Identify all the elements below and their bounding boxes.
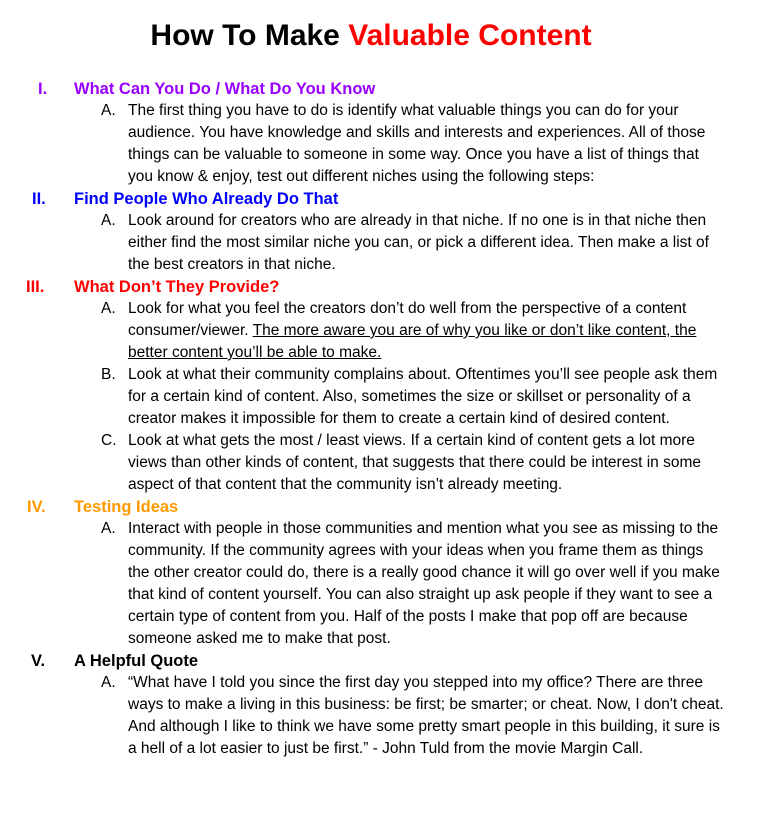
item-underlined-text: The more aware you are of why you like or don’t like content, the better content you’ll be able to make. [128,322,697,361]
item-text [128,430,728,496]
list-item [0,298,768,364]
section-title: Testing Ideas [74,498,179,516]
list-item [0,210,768,276]
section-title: What Don’t They Provide? [74,278,280,296]
item-body: Look for what you feel the creators don’t do well from the perspective of a content consumer/viewer. [128,300,687,339]
section-heading [0,188,768,210]
title-accent: Valuable Content [348,19,592,52]
page-title [0,16,742,56]
section-heading [0,276,768,298]
list-item [0,430,768,496]
item-body: “What have I told you since the first day you stepped into my office? There are three ways to make a living in this business: be first; be smarter; or cheat. Now, I don't cheat. And although I like to think we have some pretty smart people in this building, it sure is a hell of a lot easier to just be first.” - John Tuld from the movie Margin Call. [128,674,724,757]
item-letter: C. [101,432,117,449]
item-letter: A. [101,212,116,229]
section-title: A Helpful Quote [74,652,199,670]
item-letter: A. [101,520,116,537]
item-text [128,518,728,650]
section-number: III. [26,278,45,296]
item-letter: B. [101,366,116,383]
section-title: Find People Who Already Do That [74,190,339,208]
section-number: II. [32,190,46,208]
outline-section [0,188,768,276]
item-body: Look at what gets the most / least views. If a certain kind of content gets a lot more views than other kinds of content, that suggests that there could be interest in some aspect of that content that the community isn’t already meeting. [128,432,701,493]
item-text [128,100,728,188]
item-text [128,298,728,364]
list-item [0,364,768,430]
outline-section [0,650,768,760]
outline-section [0,78,768,188]
list-item [0,518,768,650]
item-letter: A. [101,300,116,317]
item-body: The first thing you have to do is identify what valuable things you can do for your audience. You have knowledge and skills and interests and experiences. All of those things can be valuable to someone in some way. Once you have a list of things that you know & enjoy, test out different niches using the following steps: [128,102,706,185]
section-heading [0,496,768,518]
section-heading [0,650,768,672]
item-letter: A. [101,102,116,119]
title-prefix: How To Make [150,19,349,52]
outline-section [0,276,768,496]
item-text [128,210,728,276]
item-body: Look at what their community complains about. Oftentimes you’ll see people ask them for a certain kind of content. Also, sometimes the size or skillset or personality of a creator makes it impossible for them to create a certain kind of desired content. [128,366,718,427]
item-text [128,672,728,760]
list-item [0,672,768,760]
section-number: I. [38,80,48,98]
outline-list [0,78,768,760]
section-title: What Can You Do / What Do You Know [74,80,376,98]
section-heading [0,78,768,100]
section-number: V. [31,652,46,670]
list-item [0,100,768,188]
outline-section [0,496,768,650]
item-body: Interact with people in those communities and mention what you see as missing to the community. If the community agrees with your ideas when you frame them as things the other creator could do, there is a really good chance it will go over well if you make that kind of content yourself. You can also straight up ask people if they want to see a certain type of content from you. Half of the posts I make that pop off are because someone asked me to make that post. [128,520,720,647]
item-body: Look around for creators who are already in that niche. If no one is in that niche then either find the most similar niche you can, or pick a different idea. Then make a list of the best creators in that niche. [128,212,709,273]
item-letter: A. [101,674,116,691]
section-number: IV. [27,498,46,516]
item-text [128,364,728,430]
